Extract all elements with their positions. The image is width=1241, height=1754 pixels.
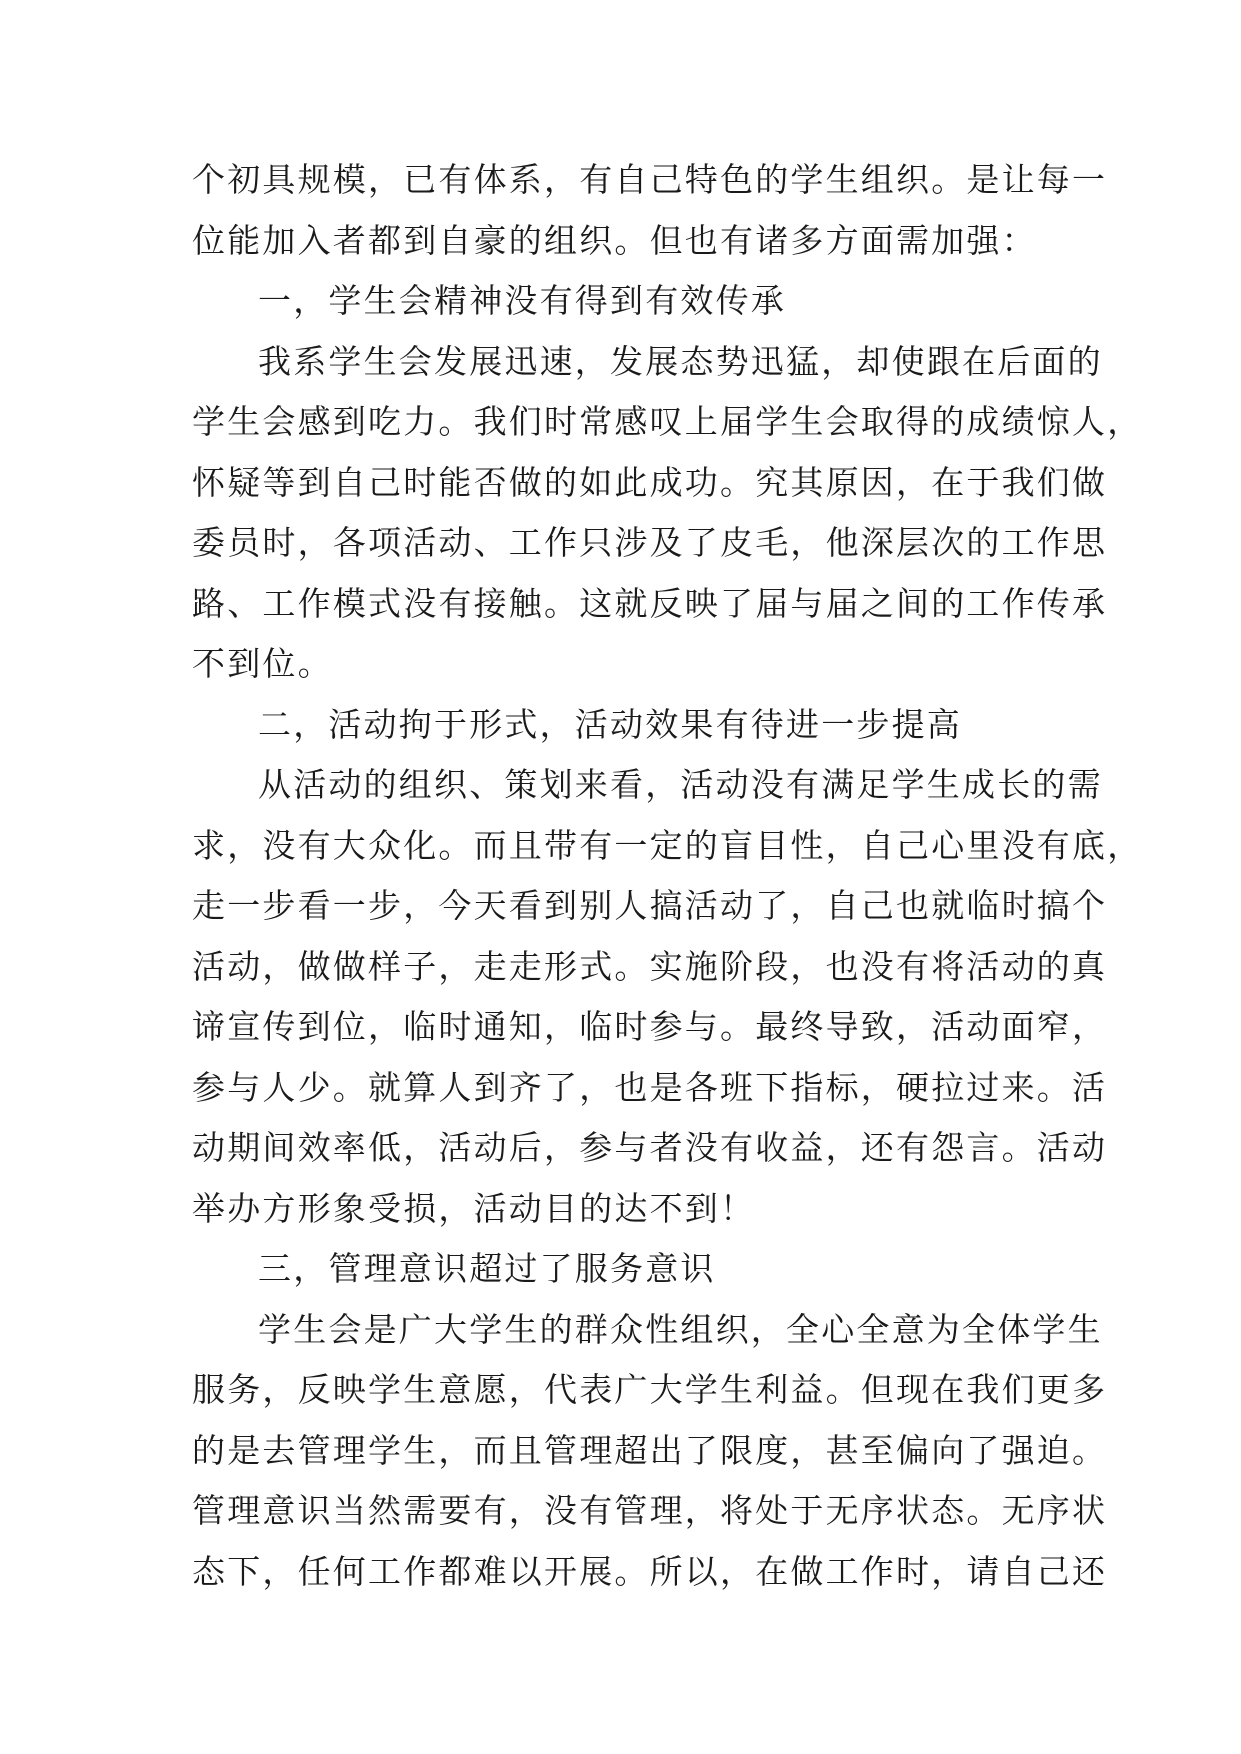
text-line: 学生会是广大学生的群众性组织，全心全意为全体学生 — [258, 1309, 1103, 1349]
text-line: 从活动的组织、策划来看，活动没有满足学生成长的需 — [258, 765, 1103, 804]
text-line: 态下，任何工作都难以开展。所以，在做工作时，请自己还 — [192, 1551, 1108, 1591]
text-line: 学生会感到吃力。我们时常感叹上届学生会取得的成绩惊人， — [192, 402, 1143, 441]
document-body — [192, 150, 1143, 1602]
text-line: 活动，做做样子，走走形式。实施阶段，也没有将活动的真 — [192, 946, 1108, 986]
text-line: 求，没有大众化。而且带有一定的盲目性，自己心里没有底， — [192, 825, 1143, 865]
text-line: 参与人少。就算人到齐了，也是各班下指标，硬拉过来。活 — [192, 1067, 1108, 1107]
text-line: 路、工作模式没有接触。这就反映了届与届之间的工作传承 — [192, 583, 1108, 623]
text-line: 管理意识当然需要有，没有管理，将处于无序状态。无序状 — [192, 1491, 1108, 1530]
text-line: 走一步看一步，今天看到别人搞活动了，自己也就临时搞个 — [192, 886, 1108, 925]
paragraph-intro — [192, 150, 1108, 271]
text-line: 服务，反映学生意愿，代表广大学生利益。但现在我们更多 — [192, 1370, 1108, 1409]
paragraph-section-2 — [192, 755, 1143, 1239]
text-line: 个初具规模，已有体系，有自己特色的学生组织。是让每一 — [192, 160, 1108, 199]
text-line: 我系学生会发展迅速，发展态势迅猛，却使跟在后面的 — [258, 341, 1103, 381]
section-heading-2: 二，活动拘于形式，活动效果有待进一步提高 — [258, 704, 962, 744]
text-line: 谛宣传到位，临时通知，临时参与。最终导致，活动面窄， — [192, 1007, 1108, 1046]
section-heading-1: 一，学生会精神没有得到有效传承 — [258, 281, 786, 320]
text-line: 怀疑等到自己时能否做的如此成功。究其原因，在于我们做 — [192, 462, 1108, 502]
text-line: 举办方形象受损，活动目的达不到！ — [192, 1188, 756, 1228]
text-line: 的是去管理学生，而且管理超出了限度，甚至偏向了强迫。 — [192, 1430, 1108, 1470]
section-heading-3: 三，管理意识超过了服务意识 — [258, 1249, 716, 1288]
text-line: 不到位。 — [192, 644, 333, 683]
paragraph-section-1 — [192, 332, 1143, 695]
paragraph-section-3 — [192, 1300, 1108, 1603]
text-line: 动期间效率低，活动后，参与者没有收益，还有怨言。活动 — [192, 1128, 1108, 1167]
text-line: 位能加入者都到自豪的组织。但也有诸多方面需加强： — [192, 220, 1037, 260]
text-line: 委员时，各项活动、工作只涉及了皮毛，他深层次的工作思 — [192, 523, 1108, 562]
